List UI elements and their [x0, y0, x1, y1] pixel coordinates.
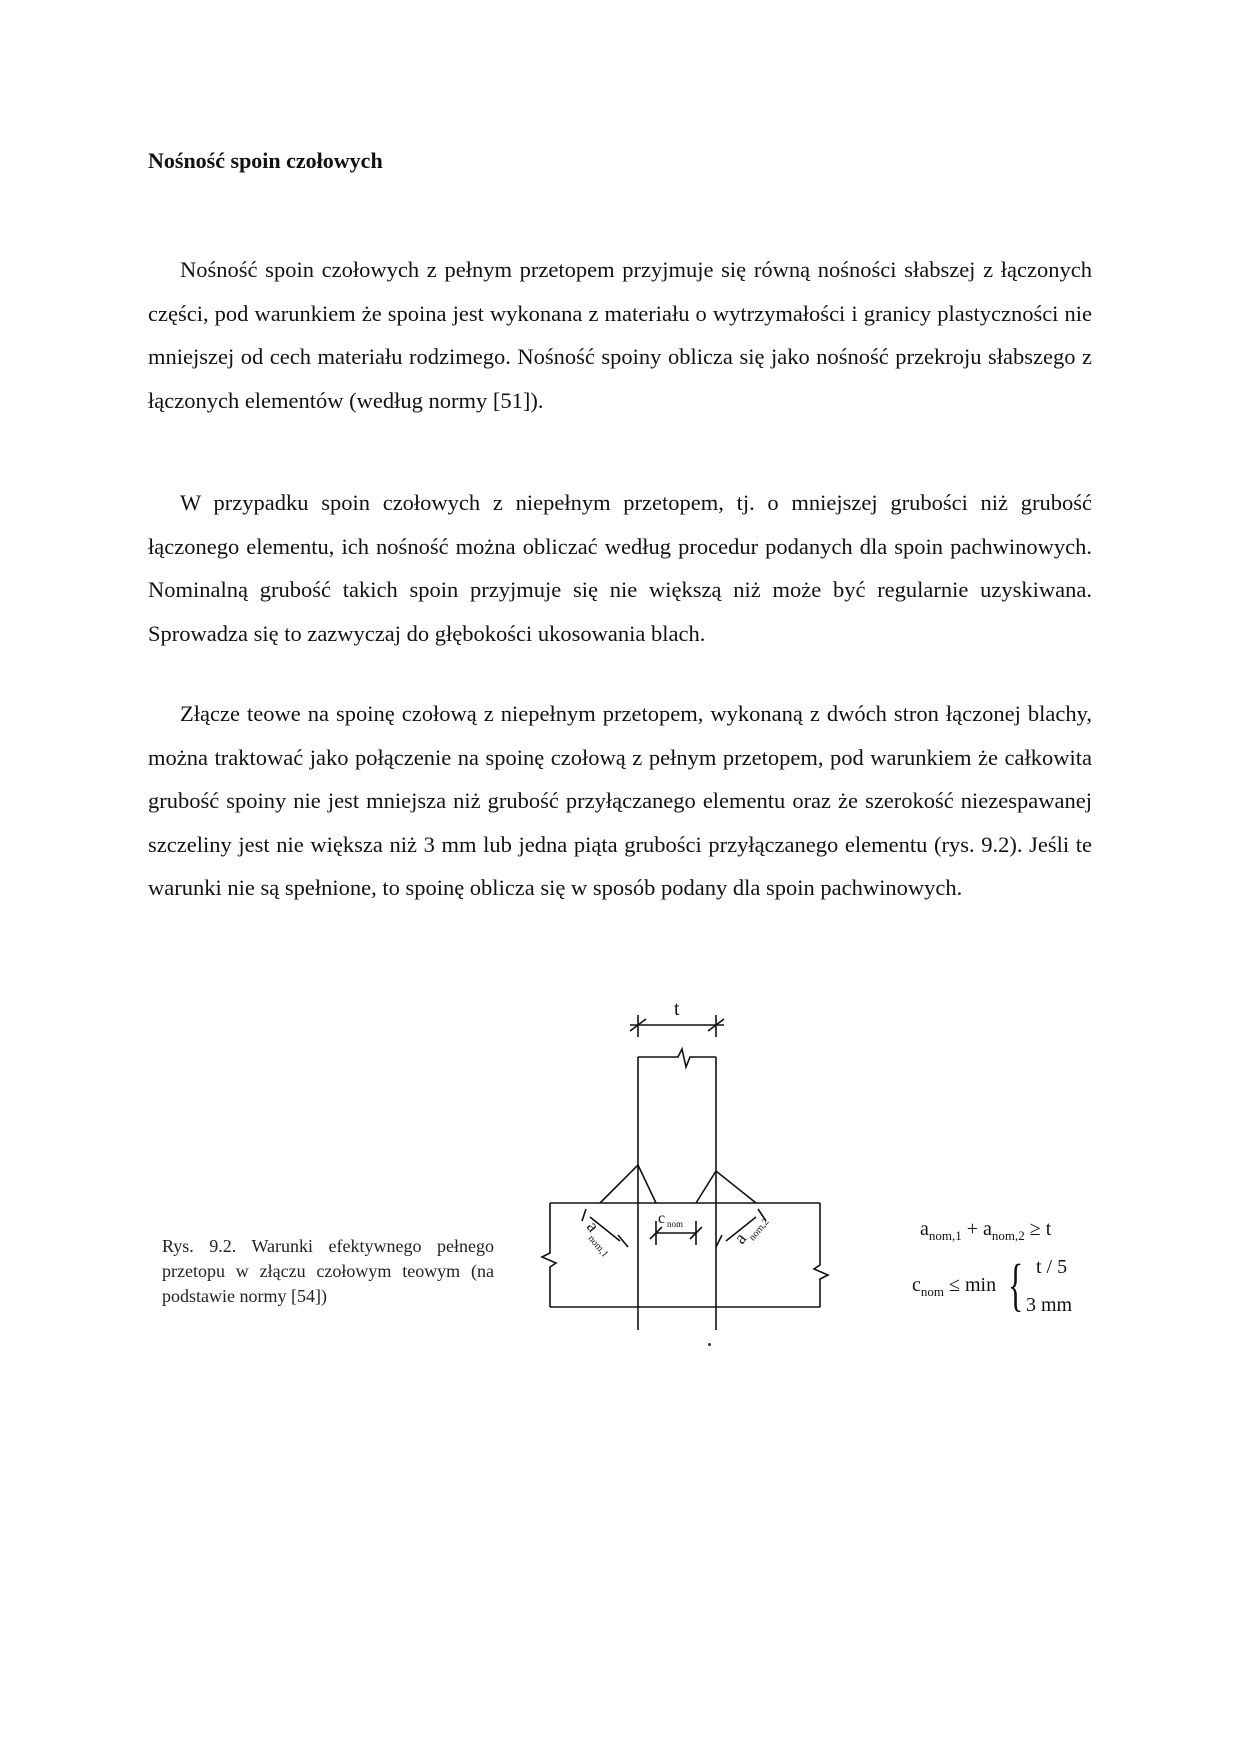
- paragraph-partial-penetration: W przypadku spoin czołowych z niepełnym przetopem, tj. o mniejszej grubości niż grubość łączonego elementu, ich nośność można obliczać według procedur podanych dla spoin pachwinowych. Nominalną grubość takich spoin przyjmuje się nie większą niż może być regularnie uzyskiwana. Sprowadza się to zazwyczaj do głębokości ukosowania blach.: [148, 490, 1092, 646]
- flange-right-break: [814, 1203, 828, 1307]
- label-anom2: a: [729, 1228, 751, 1248]
- label-anom1: a: [582, 1216, 604, 1236]
- paragraph-full-penetration: Nośność spoin czołowych z pełnym przetopem przyjmuje się równą nośności słabszej z łączonych części, pod warunkiem że spoina jest wykonana z materiału o wytrzymałości i granicy plastyczności nie mniejszej od cech materiału rodzimego. Nośność spoiny oblicza się jako nośność przekroju słabszego z łączonych elementów (według normy [51]).: [148, 257, 1092, 413]
- formula-option-3mm: 3 mm: [1026, 1294, 1073, 1316]
- figure-caption: Rys. 9.2. Warunki efektywnego pełnego przetopu w złączu czołowym teowym (na podstawie normy [54]): [162, 1236, 494, 1306]
- label-cnom-sub: nom: [667, 1219, 684, 1229]
- flange-left-break: [542, 1203, 556, 1307]
- weld-left: [600, 1165, 656, 1203]
- label-anom1-sub: nom,1: [585, 1233, 611, 1260]
- formula-thickness-condition: $a_{nom,1} + a_{nom,2} \ge t$: [920, 1218, 1052, 1243]
- weld-right: [696, 1171, 756, 1203]
- scan-speck: [708, 1343, 711, 1346]
- label-cnom: c: [658, 1210, 666, 1227]
- condition-formulas: [900, 1214, 1100, 1344]
- brace-symbol: {: [1008, 1252, 1024, 1317]
- section-heading: Nośność spoin czołowych: [148, 148, 383, 173]
- label-t: t: [674, 998, 680, 1020]
- formula-gap-condition: $c_{nom} \le \min$: [912, 1274, 997, 1299]
- tee-joint-diagram: [520, 995, 850, 1330]
- web-break-line: [638, 1049, 716, 1067]
- label-anom2-sub: nom,2: [746, 1216, 772, 1244]
- paragraph-tee-joint: Złącze teowe na spoinę czołową z niepełnym przetopem, wykonaną z dwóch stron łączonej blachy, można traktować jako połączenie na spoinę czołową z pełnym przetopem, pod warunkiem że całkowita grubość spoiny nie jest mniejsza niż grubość przyłączanego elementu oraz że szerokość niezespawanej szczeliny jest nie większa niż 3 mm lub jedna piąta grubości przyłączanego elementu (rys. 9.2). Jeśli te warunki nie są spełnione, to spoinę oblicza się w sposób podany dla spoin pachwinowych.: [148, 701, 1092, 900]
- formula-option-t5: t / 5: [1036, 1256, 1068, 1278]
